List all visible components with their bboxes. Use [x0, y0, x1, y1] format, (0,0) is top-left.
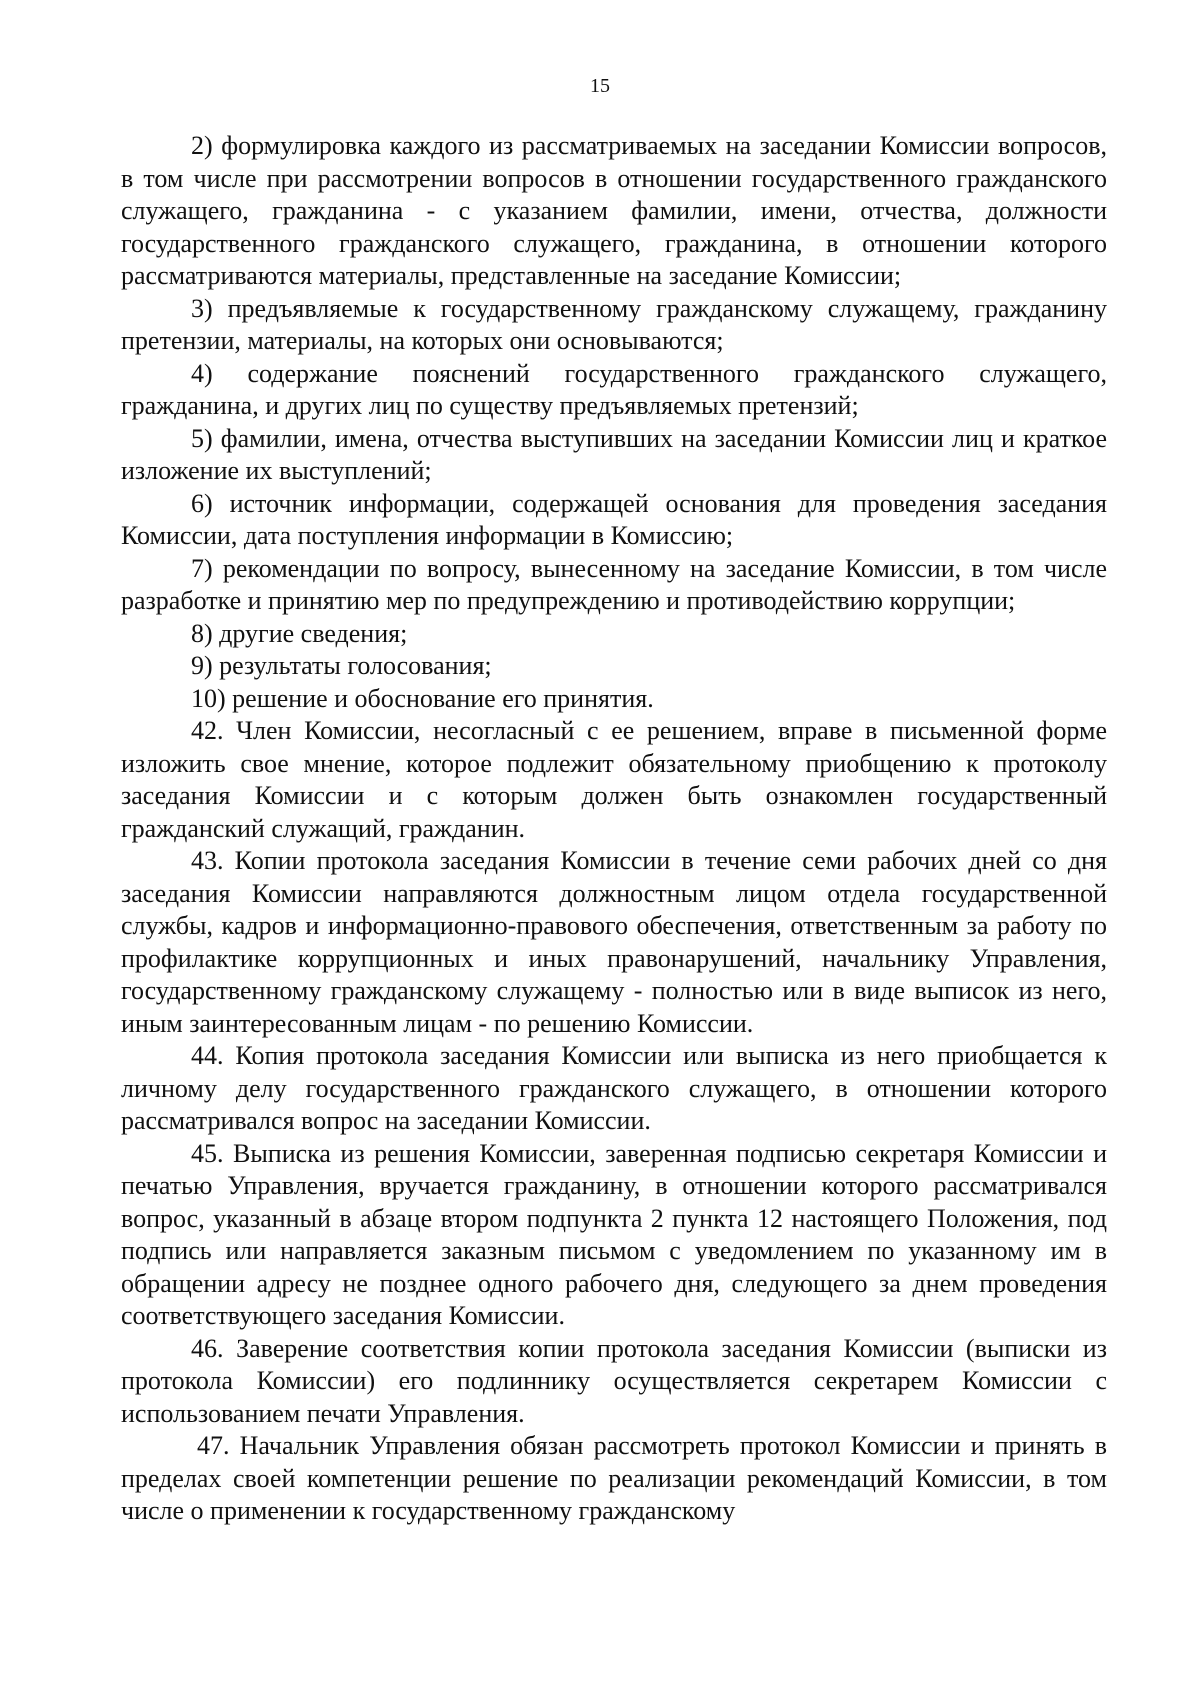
paragraph-item-10: 10) решение и обоснование его принятия.: [191, 683, 654, 713]
paragraph-item-9: 9) результаты голосования;: [191, 651, 492, 680]
page-number: 15: [590, 75, 610, 97]
paragraph-clause-43: 43. Копии протокола заседания Комиссии в течение семи рабочих дней со дня заседания Комиссии направляются должностным лицом отдела государственной службы, кадров и информационно-правового обеспечения, ответственным за работу по профилактике коррупционных и иных правонарушений, начальнику Управления, государственному гражданскому служащему - полностью или в виде выписок из него, иным заинтересованным лицам - по решению Комиссии.: [121, 846, 1107, 1038]
paragraph-clause-42: 42. Член Комиссии, несогласный с ее решением, вправе в письменной форме изложить свое мнение, которое подлежит обязательному приобщению к протоколу заседания Комиссии и с которым должен быть ознакомлен государственный гражданский служащий, гражданин.: [121, 716, 1107, 843]
paragraph-clause-45: 45. Выписка из решения Комиссии, заверенная подписью секретаря Комиссии и печатью Управления, вручается гражданину, в отношении которого рассматривался вопрос, указанный в абзаце втором подпункта 2 пункта 12 настоящего Положения, под подпись или направляется заказным письмом с уведомлением по указанному им в обращении адресу не позднее одного рабочего дня, следующего за днем проведения соответствующего заседания Комиссии.: [121, 1138, 1107, 1330]
paragraph-clause-44: 44. Копия протокола заседания Комиссии или выписка из него приобщается к личному делу государственного гражданского служащего, в отношении которого рассматривался вопрос на заседании Комиссии.: [121, 1041, 1107, 1135]
paragraph-clause-46: 46. Заверение соответствия копии протокола заседания Комиссии (выписки из протокола Комиссии) его подлиннику осуществляется секретарем Комиссии с использованием печати Управления.: [121, 1333, 1107, 1428]
paragraph-item-3: 3) предъявляемые к государственному гражданскому служащему, гражданину претензии, материалы, на которых они основываются;: [121, 293, 1107, 355]
paragraph-item-7: 7) рекомендации по вопросу, вынесенному на заседание Комиссии, в том числе разработке и принятию мер по предупреждению и противодействию коррупции;: [121, 553, 1107, 615]
paragraph-item-8: 8) другие сведения;: [191, 618, 408, 648]
document-body: [121, 130, 1107, 1528]
paragraph-clause-47: 47. Начальник Управления обязан рассмотреть протокол Комиссии и принять в пределах своей компетенции решение по реализации рекомендаций Комиссии, в том числе о применении к государственному гражданскому: [121, 1431, 1107, 1525]
paragraph-item-2: 2) формулировка каждого из рассматриваемых на заседании Комиссии вопросов, в том числе при рассмотрении вопросов в отношении государственного гражданского служащего, гражданина - с указанием фамилии, имени, отчества, должности государственного гражданского служащего, гражданина, в отношении которого рассматриваются материалы, представленные на заседание Комиссии;: [121, 131, 1107, 290]
paragraph-item-5: 5) фамилии, имена, отчества выступивших на заседании Комиссии лиц и краткое изложение их выступлений;: [121, 423, 1107, 485]
paragraph-item-4: 4) содержание пояснений государственного гражданского служащего, гражданина, и других лиц по существу предъявляемых претензий;: [121, 358, 1107, 420]
paragraph-item-6: 6) источник информации, содержащей основания для проведения заседания Комиссии, дата поступления информации в Комиссию;: [121, 488, 1107, 550]
